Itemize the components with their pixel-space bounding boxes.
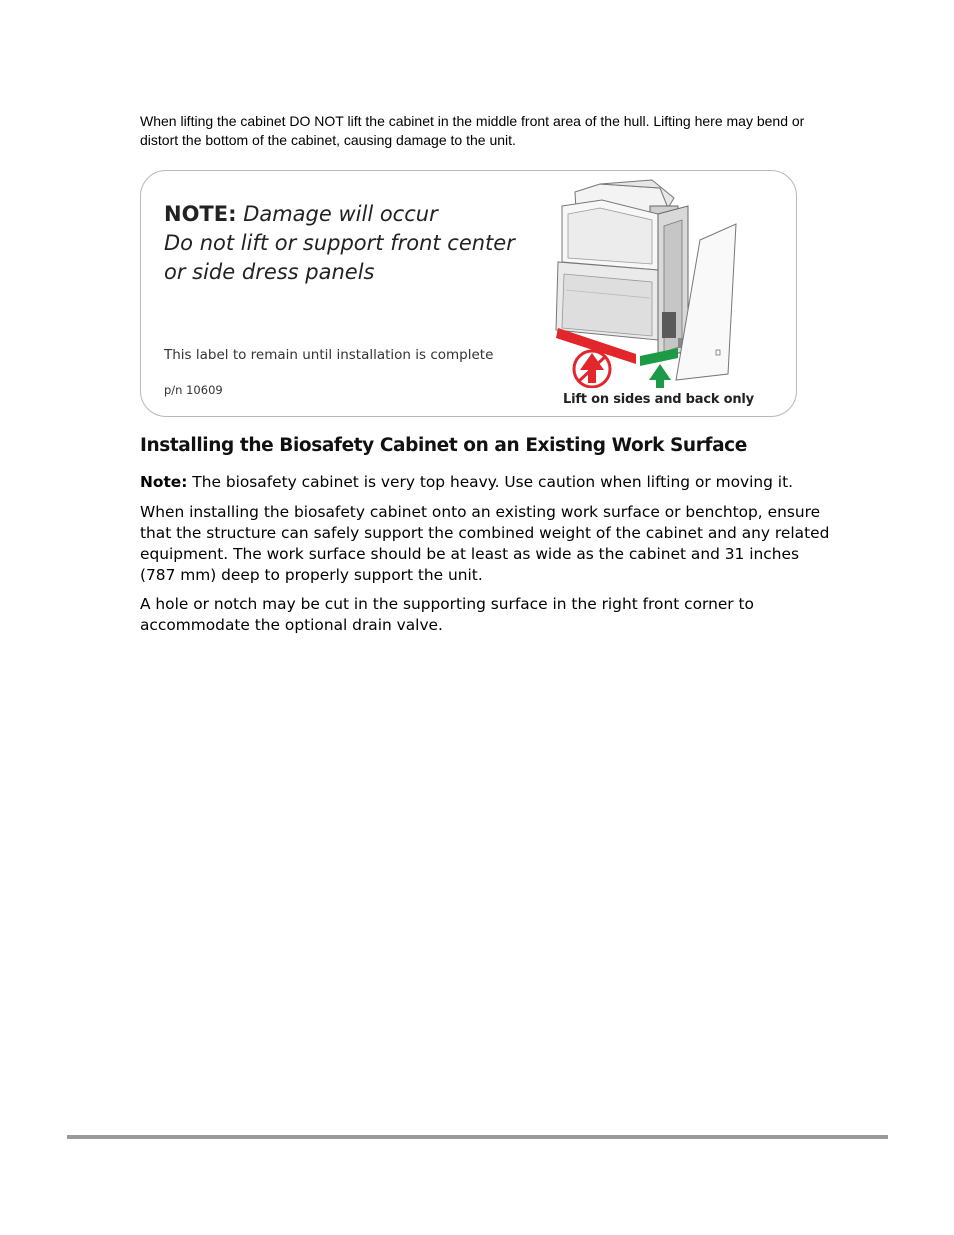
- note-text: The biosafety cabinet is very top heavy. Use caution when lifting or moving it.: [187, 473, 793, 491]
- lift-instruction: Lift on sides and back only: [563, 392, 754, 407]
- note-line-1: Damage will occur: [243, 202, 438, 226]
- warning-label-note: [164, 200, 564, 287]
- remain-text: This label to remain until installation is complete: [164, 347, 494, 363]
- note-line-2: Do not lift or support front center: [164, 231, 515, 255]
- no-lift-icon: [574, 351, 610, 387]
- footer-divider: [67, 1135, 888, 1139]
- note-lead: NOTE:: [164, 202, 237, 226]
- note-label: Note:: [140, 473, 188, 491]
- install-paragraph: When installing the biosafety cabinet onto an existing work surface or benchtop, ensure that the structure can safely support the combined weight of the cabinet and any related equipment. The work surface should be at least as wide as the cabinet and 31 inches (787 mm) deep to properly support the unit.: [140, 503, 830, 584]
- lift-arrow-icon: [649, 364, 671, 388]
- note-line-3: or side dress panels: [164, 260, 375, 284]
- intro-paragraph: When lifting the cabinet DO NOT lift the cabinet in the middle front area of the hull. Lifting here may bend or distort the bottom of the cabinet, causing damage to the unit.: [140, 113, 805, 148]
- drain-paragraph: A hole or notch may be cut in the supporting surface in the right front corner to accommodate the optional drain valve.: [140, 595, 754, 634]
- section-heading: Installing the Biosafety Cabinet on an Existing Work Surface: [140, 435, 747, 456]
- cabinet-illustration: [540, 178, 800, 388]
- note-paragraph: [140, 472, 835, 493]
- part-number: p/n 10609: [164, 383, 223, 397]
